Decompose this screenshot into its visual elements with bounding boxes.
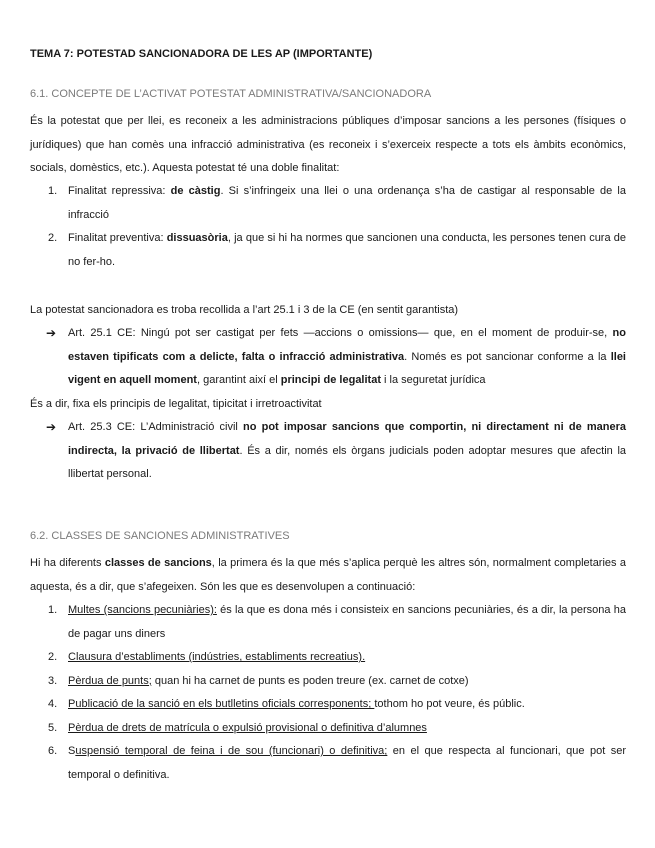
arrow-right-icon: ➔ xyxy=(46,326,57,340)
list-item: 6. Suspensió temporal de feina i de sou (funcionari) o definitiva; en el que respecta al funcionari, que pot ser temporal o definitiva. xyxy=(48,745,626,781)
arrow-right-icon: ➔ xyxy=(46,420,57,434)
list-item: 2. Clausura d’establiments (indústries, establiments recreatius). xyxy=(48,651,366,663)
classes-intro-paragraph: Hi ha diferents classes de sancions, la primera és la que més s’aplica perquè les altres són, normalment completaries a aquesta, és a dir, que s’afegeixen. Són les que es desenvolupen a continuació: xyxy=(30,557,626,593)
page-title: TEMA 7: POTESTAD SANCIONADORA DE LES AP (IMPORTANTE) xyxy=(30,48,373,60)
list-item: 4. Publicació de la sanció en els butlletins oficials corresponents; tothom ho pot veure, és públic. xyxy=(48,698,525,710)
es-a-dir-sentence: És a dir, fixa els principis de legalitat, tipicitat i irretroactivitat xyxy=(30,398,322,410)
concept-intro-paragraph: És la potestat que per llei, es reconeix a les administracions públiques d’imposar sancions a les persones (físiques o jurídiques) que han comès una infracció administrativa (es reconeix i s’exerceix respecte a tots els àmbits econòmics, socials, domèstics, etc.). Aquesta potestat té una doble finalitat: xyxy=(30,115,626,174)
list-item: 3. Pèrdua de punts; quan hi ha carnet de punts es poden treure (ex. carnet de cotxe) xyxy=(48,674,469,687)
sanctions-list xyxy=(30,599,626,787)
list-item: 1. Finalitat repressiva: de càstig. Si s’infringeix una llei o una ordenança s’ha de castigar al responsable de la infracció xyxy=(48,185,626,221)
section-heading-concept: 6.1. CONCEPTE DE L’ACTIVAT POTESTAT ADMINISTRATIVA/SANCIONADORA xyxy=(30,88,432,100)
article-25-3-item: ➔ Art. 25.3 CE: L’Administració civil no pot imposar sancions que comportin, ni directament ni de manera indirecta, la privació de llibertat. És a dir, només els òrgans judicials poden adoptar mesures que afectin la llibertat personal. xyxy=(30,416,626,487)
potestat-sentence: La potestat sancionadora es troba recollida a l’art 25.1 i 3 de la CE (en sentit garantista) xyxy=(30,304,459,316)
list-item: 1. Multes (sancions pecuniàries): és la que es dona més i consisteix en sancions pecuniàries, és a dir, la persona ha de pagar uns diners xyxy=(48,604,626,640)
finalitat-list xyxy=(30,180,626,274)
section-heading-classes: 6.2. CLASSES DE SANCIONES ADMINISTRATIVES xyxy=(30,530,290,542)
list-item: 5. Pèrdua de drets de matrícula o expulsió provisional o definitiva d’alumnes xyxy=(48,721,427,734)
list-item: 2. Finalitat preventiva: dissuasòria, ja que si hi ha normes que sancionen una conducta, les persones tenen cura de no fer-ho. xyxy=(48,232,627,268)
article-25-1-item: ➔ Art. 25.1 CE: Ningú pot ser castigat per fets —accions o omissions— que, en el moment de produir-se, no estaven tipificats com a delicte, falta o infracció administrativa. Només es pot sancionar conforme a la llei vigent en aquell moment, garantint així el principi de legalitat i la seguretat jurídica xyxy=(30,322,626,393)
